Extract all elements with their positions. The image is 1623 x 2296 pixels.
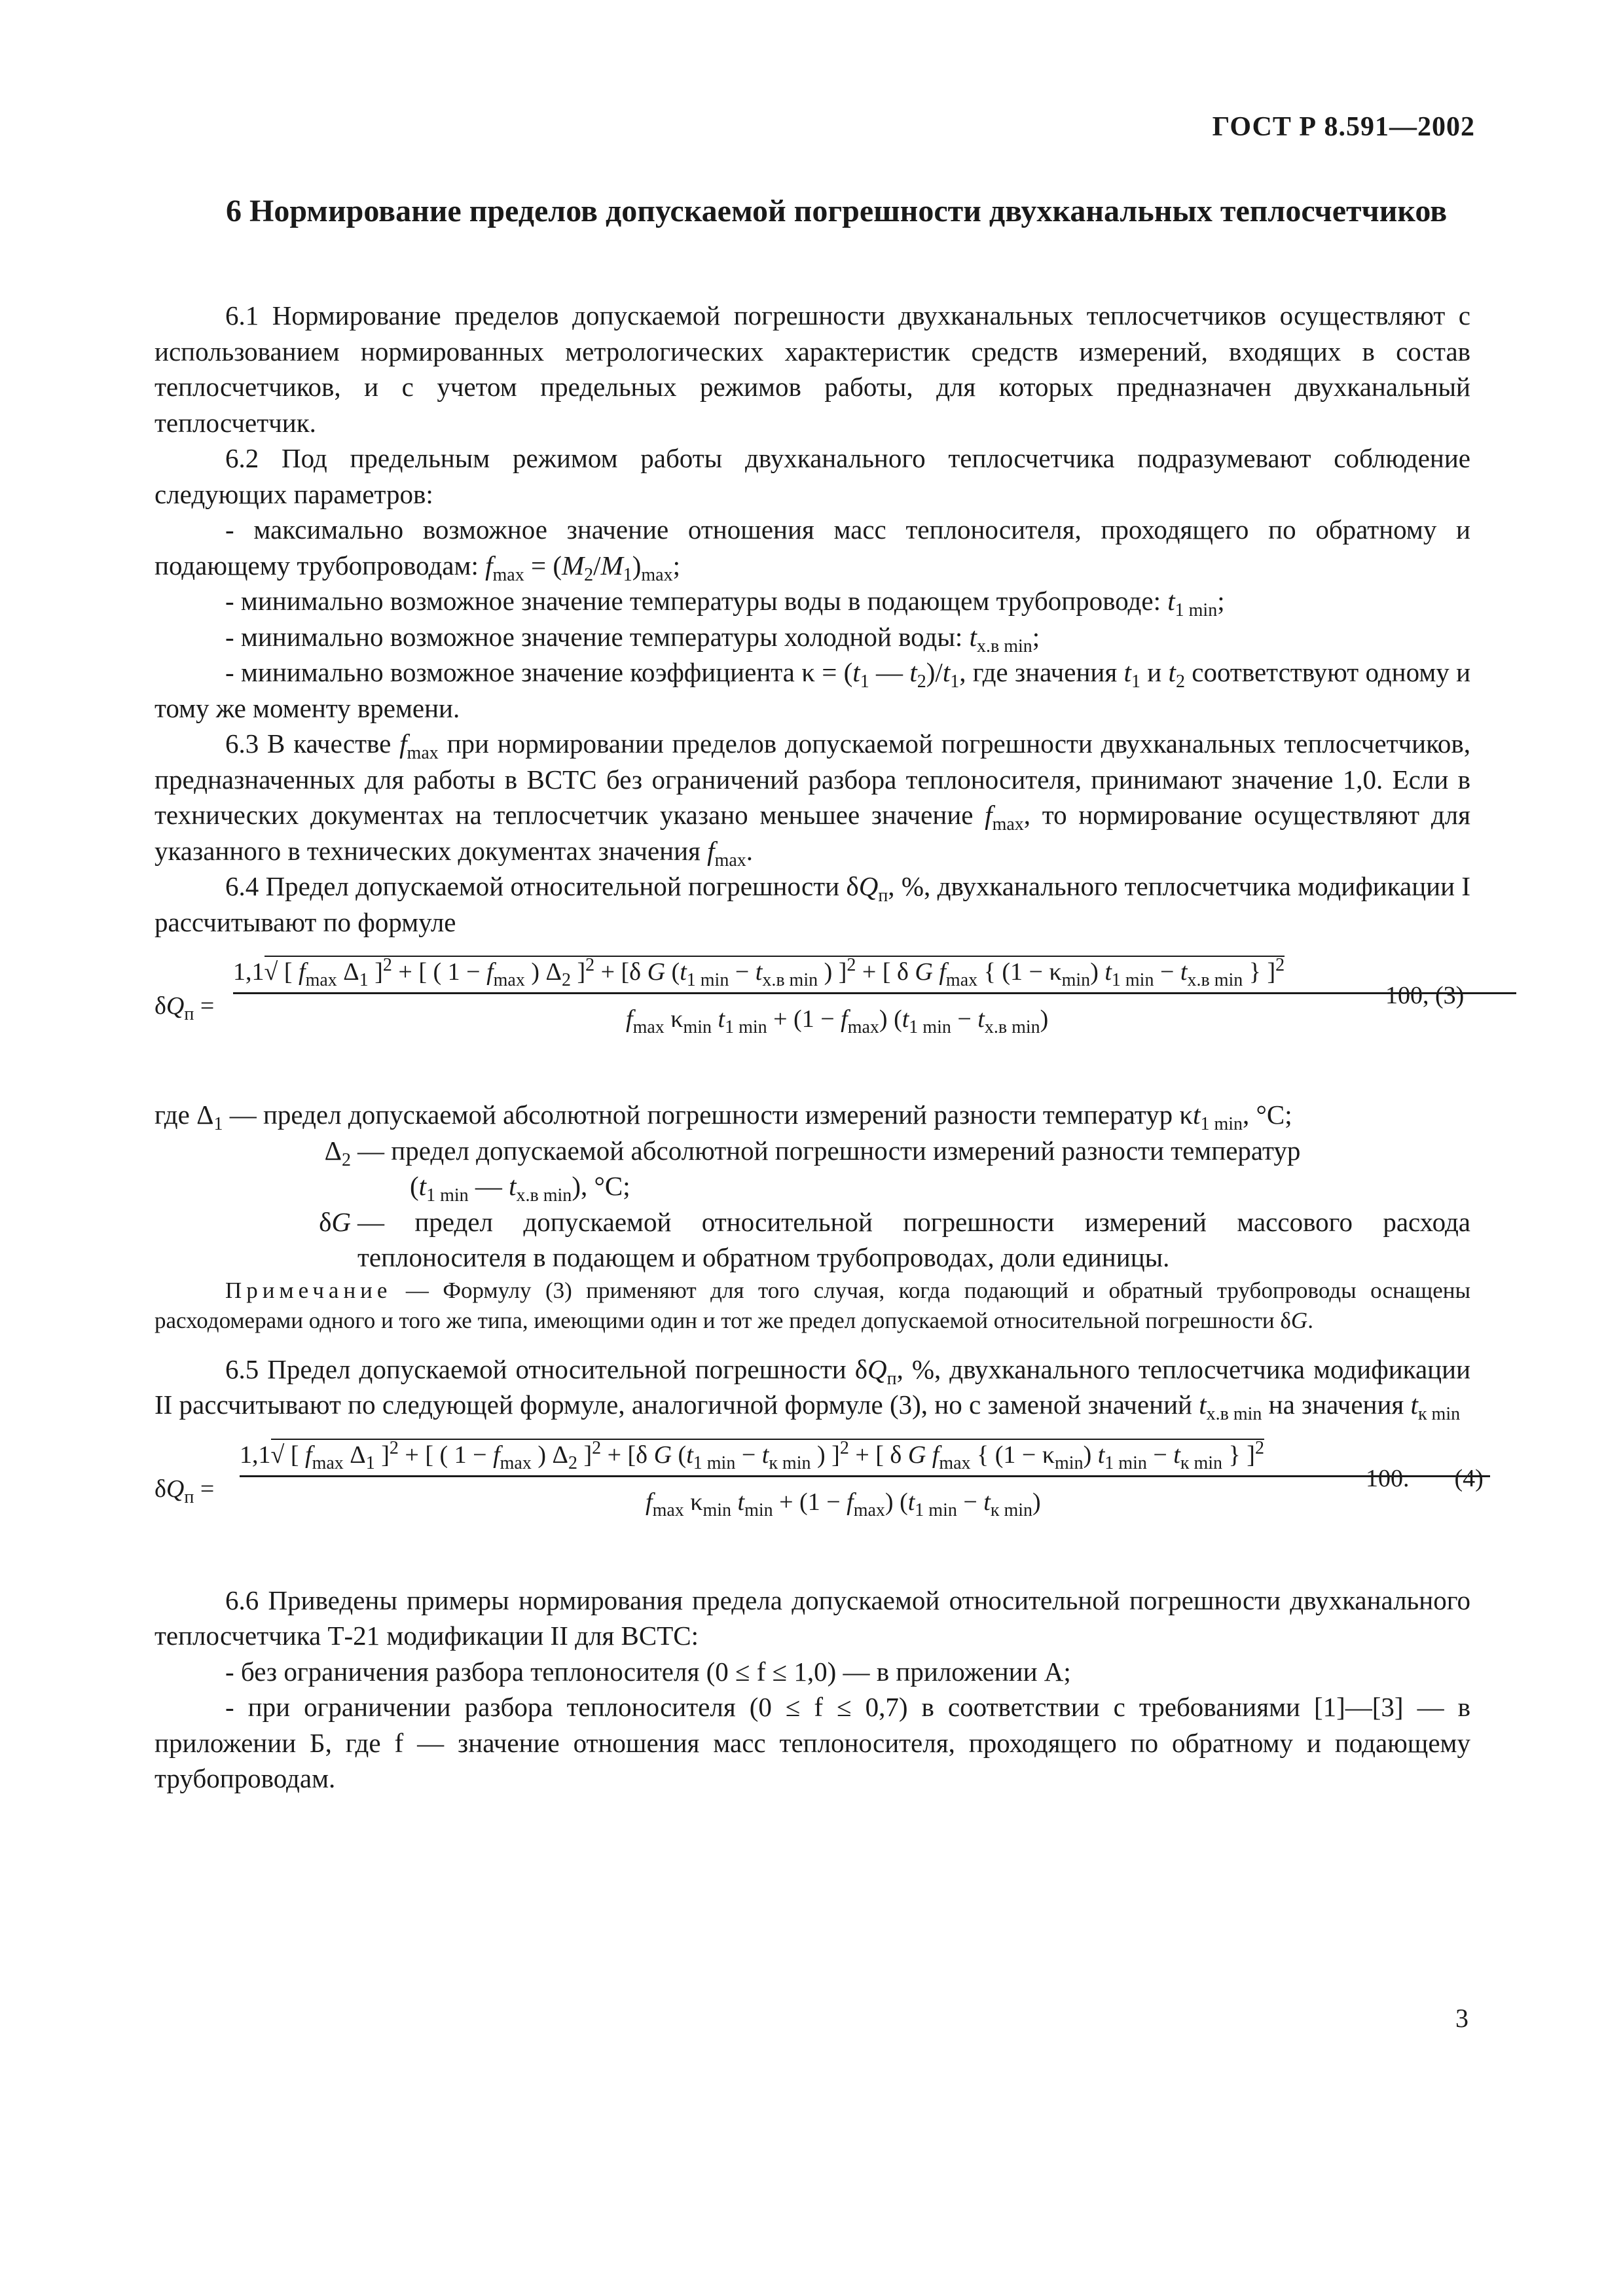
formula-4-number: (4) <box>1454 1464 1484 1492</box>
where-delta-g: δG — предел допускаемой относительной погрешности измерений массового расхода теплоносителя в подающем и обратном трубопроводах, доли единицы. <box>319 1206 1470 1272</box>
page-number: 3 <box>1455 2003 1468 2033</box>
formula-4-factor: 100 <box>1366 1464 1403 1492</box>
note-label: Примечание <box>225 1277 392 1303</box>
formula-3-lhs: $\delta Q_п$ = <box>155 992 215 1024</box>
note: Примечание — Формулу (3) применяют для того случая, когда подающий и обратный трубопроводы оснащены расходомерами одного и того же типа, имеющими один и тот же предел допускаемой относительной погрешности δG. <box>155 1277 1470 1333</box>
paragraph-6-6-item-1: - без ограничения разбора теплоносителя (0 ≤ f ≤ 1,0) — в приложении А; <box>225 1656 1071 1687</box>
formula-3-number: (3) <box>1435 982 1465 1009</box>
formula-4-fraction-bar <box>240 1475 1490 1477</box>
formula-4: $\delta Q_п$ = 1,1√ [ $f_{max}$ $\Delta_1$ ]$^2$ + [ ( $1 - f_{max}$ ) $\Delta_2$ ]$^2$ + [δ G ($t_{1 min} - t_{к min}$ ) ]$^2$ + [ δ G $f_{max}$ { $(1 - \kappa_{min})$ $t_{1 min} - t_{к min}$ } ]$^2$ $f_{max}$ $\kappa_{min}$ $t_{min} + (1 - f_{max}) (t_{1 min} - t_{к min})$ 100. (4) <box>155 1437 1470 1568</box>
paragraph-6-5: 6.5 Предел допускаемой относительной погрешности $\delta Q_п$, %, двухканального теплосчетчика модификации II рассчитывают по следующей формуле, аналогичной формуле (3), но с заменой значений $t_{х.в min}$ на значения $t_{к min}$ <box>155 1354 1471 1424</box>
where-delta-2: $\Delta_2$ — предел допускаемой абсолютной погрешности измерений разности температур ($t_{1 min}$ — $t_{х.в min}$), °С; <box>324 1135 1301 1206</box>
paragraph-6-2-item-4: - минимально возможное значение коэффициента $\kappa = (t_1$ — $t_2)/t_1$, где значения $t_1$ и $t_2$ соответствуют одному и тому же моменту времени. <box>155 657 1471 723</box>
where-delta-1: где $\Delta_1$ — предел допускаемой абсолютной погрешности измерений разности температур $\kappa t_{1 min}$, °С; <box>155 1100 1292 1134</box>
paragraph-6-2-item-3: - минимально возможное значение температуры холодной воды: $t_{х.в min}$; <box>225 621 1040 656</box>
paragraph-6-2-item-1: - максимально возможное значение отношения масс теплоносителя, проходящего по обратному и подающему трубопроводам: $f_{max} = (M_2/M_1)_{max}$; <box>155 514 1470 585</box>
standard-header: ГОСТ Р 8.591—2002 <box>1212 112 1475 142</box>
paragraph-6-6-item-2: - при ограничении разбора теплоносителя (0 ≤ f ≤ 0,7) в соответствии с требованиями [1]—[3] — в приложении Б, где f — значение отношения масс теплоносителя, проходящего по обратному и подающему трубопроводам. <box>155 1692 1470 1793</box>
section-title: 6 Нормирование пределов допускаемой погрешности двухканальных теплосчетчиков <box>226 194 1448 228</box>
paragraph-6-2-item-2: - минимально возможное значение температуры воды в подающем трубопроводе: $t_{1 min}$; <box>225 586 1225 620</box>
formula-4-lhs: $\delta Q_п$ = <box>155 1475 215 1507</box>
paragraph-6-6-intro: 6.6 Приведены примеры нормирования предела допускаемой относительной погрешности двухканального теплосчетчика Т-21 модификации II для ВСТС: <box>155 1585 1470 1651</box>
formula-3-fraction-bar <box>233 992 1516 994</box>
paragraph-6-4: 6.4 Предел допускаемой относительной погрешности $\delta Q_п$, %, двухканального теплосчетчика модификации I рассчитывают по формуле <box>155 871 1470 937</box>
formula-3-numerator: 1,1√ [ $f_{max}$ $\Delta_1$ ]$^2$ + [ ( $1 - f_{max}$ ) $\Delta_2$ ]$^2$ + [δ G ($t_{1 min} - t_{х.в min}$ ) ]$^2$ + [ δ G $f_{max}$ { $(1 - \kappa_{min})$ $t_{1 min} - t_{х.в min}$ } ]$^2$ <box>233 955 1285 990</box>
where-list <box>155 1097 1470 1276</box>
formula-3-factor: 100 <box>1385 982 1423 1009</box>
paragraph-6-2-intro: 6.2 Под предельным режимом работы двухканального теплосчетчика подразумевают соблюдение следующих параметров: <box>155 443 1470 509</box>
paragraph-6-3: 6.3 В качестве $f_{max}$ при нормировании пределов допускаемой погрешности двухканальных теплосчетчиков, предназначенных для работы в ВСТС без ограничений разбора теплоносителя, принимают значение 1,0. Если в технических документах на теплосчетчик указано меньшее значение $f_{max}$, то нормирование осуществляют для указанного в технических документах значения $f_{max}$. <box>155 728 1471 870</box>
formula-4-numerator: 1,1√ [ $f_{max}$ $\Delta_1$ ]$^2$ + [ ( $1 - f_{max}$ ) $\Delta_2$ ]$^2$ + [δ G ($t_{1 min} - t_{к min}$ ) ]$^2$ + [ δ G $f_{max}$ { $(1 - \kappa_{min})$ $t_{1 min} - t_{к min}$ } ]$^2$ <box>240 1437 1264 1473</box>
formula-3: $\delta Q_п$ = 1,1√ [ $f_{max}$ $\Delta_1$ ]$^2$ + [ ( $1 - f_{max}$ ) $\Delta_2$ ]$^2$ + [δ G ($t_{1 min} - t_{х.в min}$ ) ]$^2$ + [ δ G $f_{max}$ { $(1 - \kappa_{min})$ $t_{1 min} - t_{х.в min}$ } ]$^2$ $f_{max}$ $\kappa_{min}$ $t_{1 min} + (1 - f_{max}) (t_{1 min} - t_{х.в min})$ 100, (3) <box>155 954 1470 1085</box>
document-body <box>155 298 1484 1797</box>
formula-4-denominator: $f_{max}$ $\kappa_{min}$ $t_{min} + (1 - f_{max}) (t_{1 min} - t_{к min})$ <box>646 1488 1041 1520</box>
paragraph-6-1: 6.1 Нормирование пределов допускаемой погрешности двухканальных теплосчетчиков осуществляют с использованием нормированных метрологических характеристик средств измерений, входящих в состав теплосчетчиков, и с учетом предельных режимов работы, для которых предназначен двухканальный теплосчетчик. <box>155 300 1470 438</box>
formula-3-denominator: $f_{max}$ $\kappa_{min}$ $t_{1 min} + (1 - f_{max}) (t_{1 min} - t_{х.в min})$ <box>626 1005 1049 1037</box>
